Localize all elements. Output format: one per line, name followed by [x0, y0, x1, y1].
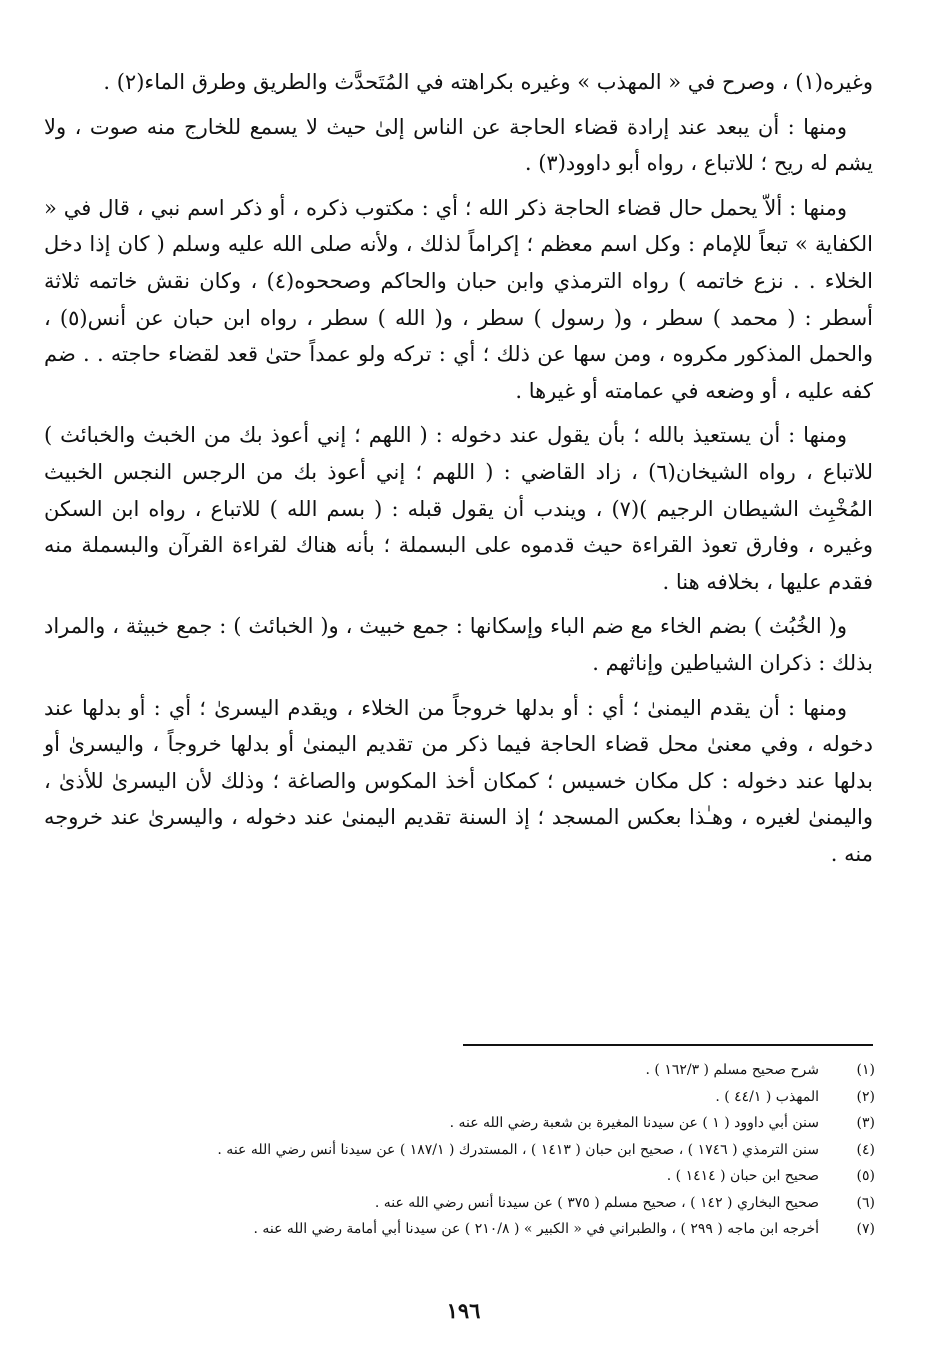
footnote-text: صحيح ابن حبان ( ١٤١٤ ) . — [666, 1168, 819, 1184]
footnote-text: سنن أبي داوود ( ١ ) عن سيدنا المغيرة بن شعبة رضي الله عنه . — [449, 1115, 819, 1131]
footnote-number: (٦) — [856, 1194, 875, 1211]
paragraph: ومنها : أن يقدم اليمنىٰ ؛ أي : أو بدلها خروجاً من الخلاء ، ويقدم اليسرىٰ ؛ أي : أو بدلها عند دخوله ، وفي معنىٰ محل قضاء الحاجة فيما ذكر من تقديم اليمنىٰ أو بدلها خروجاً ، واليسرىٰ أو بدلها عند دخوله : كل مكان خسيس ؛ كمكان أخذ المكوس والصاغة ؛ وذلك لأن اليسرىٰ للأذىٰ ، واليمنىٰ لغيره ، وهـٰذا بعكس المسجد ؛ إذ السنة تقديم اليمنىٰ عند دخوله ، واليسرىٰ عند خروجه منه . — [44, 695, 873, 866]
footnote-text: سنن الترمذي ( ١٧٤٦ ) ، صحيح ابن حبان ( ١٤١٣ ) ، المستدرك ( ١٨٧/١ ) عن سيدنا أنس رضي الله عنه . — [217, 1141, 819, 1158]
footnote — [44, 1221, 875, 1248]
footnote — [44, 1195, 875, 1222]
footnote — [44, 1062, 875, 1089]
paragraph: ومنها : أن يستعيذ بالله ؛ بأن يقول عند دخوله : ( اللهم ؛ إني أعوذ بك من الخبث والخبائث ) للاتباع ، رواه الشيخان(٦) ، زاد القاضي : ( اللهم ؛ إني أعوذ بك من الرجس النجس الخبيث المُخْبِث الشيطان الرجيم )(٧) ، ويندب أن يقول قبله : ( بسم الله ) للاتباع ، رواه ابن السكن وغيره ، وفارق تعوذ القراءة حيث قدموه على البسملة ؛ بأنه هناك لقراءة القرآن والبسملة منه فقدم عليها ، بخلافه هنا . — [44, 423, 874, 594]
main-text — [44, 64, 873, 872]
footnote-number: (٤) — [856, 1141, 875, 1158]
footnote — [44, 1142, 875, 1169]
footnote-divider — [463, 1044, 873, 1046]
paragraph: ومنها : أن يبعد عند إرادة قضاء الحاجة عن الناس إلىٰ حيث لا يسمع للخارج منه صوت ، ولا يشم له ريح ؛ للاتباع ، رواه أبو داوود(٣) . — [44, 114, 873, 176]
paragraph: ومنها : ألاّ يحمل حال قضاء الحاجة ذكر الله ؛ أي : مكتوب ذكره ، أو ذكر اسم نبي ، قال في « الكفاية » تبعاً للإمام : وكل اسم معظم ؛ إكراماً لذلك ، ولأنه صلى الله عليه وسلم ( كان إذا دخل الخلاء . . نزع خاتمه ) رواه الترمذي وابن حبان والحاكم وصححوه(٤) ، وكان نقش خاتمه ثلاثة أسطر : ( محمد ) سطر ، و( رسول ) سطر ، و( الله ) سطر ، رواه ابن حبان عن أنس(٥) ، والحمل المذكور مكروه ، ومن سها عن ذلك ؛ أي : تركه ولو عمداً حتىٰ قعد لقضاء حاجته . . ضم كفه عليه ، أو وضعه في عمامته أو غيرها . — [44, 195, 873, 403]
footnote-number: (٢) — [856, 1088, 875, 1105]
footnote — [44, 1115, 875, 1142]
footnote-number: (١) — [856, 1062, 875, 1078]
page-number: ١٩٦ — [446, 1298, 481, 1323]
footnote — [44, 1168, 875, 1195]
footnote-text: شرح صحيح مسلم ( ١٦٢/٣ ) . — [645, 1062, 819, 1078]
footnote-text: أخرجه ابن ماجه ( ٢٩٩ ) ، والطبراني في « الكبير » ( ٢١٠/٨ ) عن سيدنا أبي أمامة رضي الله عنه . — [253, 1221, 819, 1237]
footnote-text: صحيح البخاري ( ١٤٢ ) ، صحيح مسلم ( ٣٧٥ ) عن سيدنا أنس رضي الله عنه . — [374, 1194, 819, 1211]
footnotes — [44, 1062, 875, 1248]
footnote — [44, 1089, 875, 1116]
footnote-number: (٣) — [856, 1115, 875, 1131]
footnote-text: المهذب ( ٤٤/١ ) . — [715, 1088, 819, 1105]
footnote-number: (٧) — [856, 1221, 875, 1237]
footnote-number: (٥) — [856, 1168, 875, 1184]
paragraph: و( الخُبُث ) بضم الخاء مع ضم الباء وإسكانها : جمع خبيث ، و( الخبائث ) : جمع خبيثة ، والمراد بذلك : ذكران الشياطين وإناثهم . — [44, 614, 873, 675]
paragraph: وغيره(١) ، وصرح في « المهذب » وغيره بكراهته في المُتَحدَّث والطريق وطرق الماء(٢) . — [103, 70, 873, 94]
